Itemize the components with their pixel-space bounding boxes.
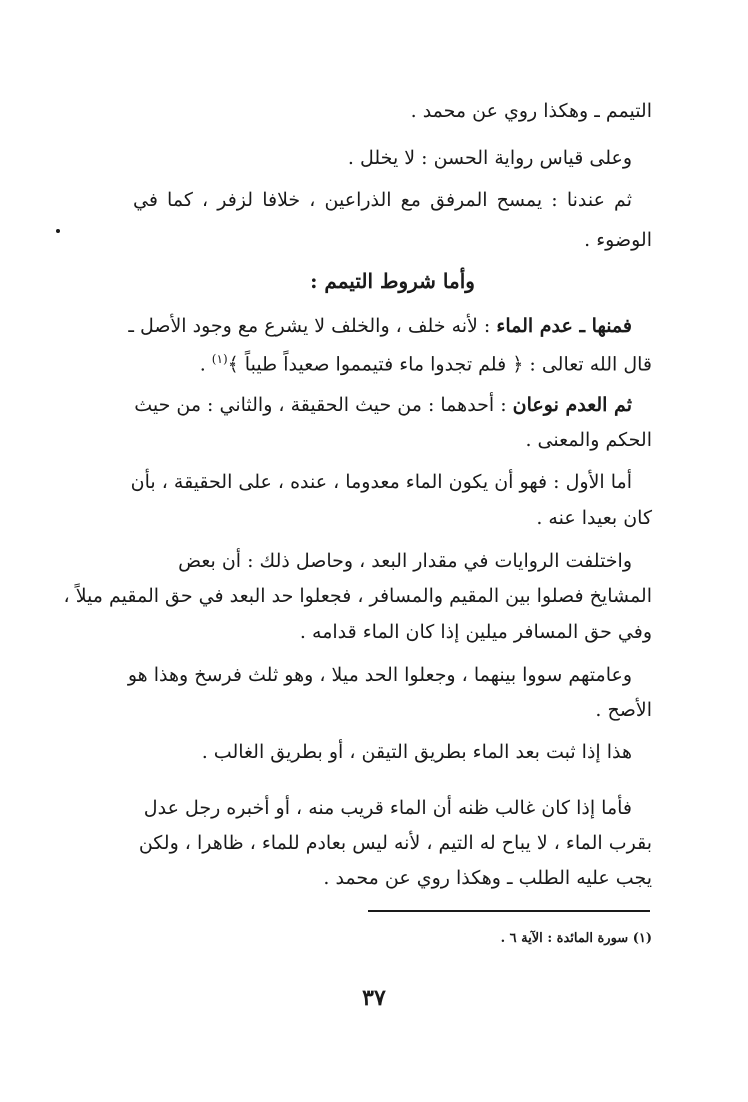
text-line-12: واختلفت الروايات في مقدار البعد ، وحاصل ذلك : أن بعض [178, 550, 632, 572]
text-line-11: كان بعيدا عنه . [536, 507, 652, 529]
margin-mark [56, 229, 60, 233]
term-adam-al-maa: فمنها ـ عدم الماء [496, 315, 632, 337]
text-line-8: ثم العدم نوعان : أحدهما : من حيث الحقيقة ، والثاني : من حيث [134, 394, 632, 416]
text-line-7: قال الله تعالى : ﴿ فلم تجدوا ماء فتيمموا صعيداً طيباً ﴾$^{(١)}$ . [199, 352, 652, 376]
text-line-14: وفي حق المسافر ميلين إذا كان الماء قدامه . [299, 621, 652, 643]
term-al-adam-nawan: ثم العدم نوعان [512, 394, 632, 416]
text-line-20: يجب عليه الطلب ـ وهكذا روي عن محمد . [323, 867, 652, 889]
text-line-13: المشايخ فصلوا بين المقيم والمسافر ، فجعلوا حد البعد في حق المقيم ميلاً ، [63, 585, 652, 607]
footnote-ref: (١) [211, 352, 228, 366]
text-line-15: وعامتهم سووا بينهما ، وجعلوا الحد ميلا ، وهو ثلث فرسخ وهذا هو [127, 664, 632, 686]
text-line-3: ثم عندنا : يمسح المرفق مع الذراعين ، خلافا لزفر ، كما في [133, 189, 632, 211]
footnote: (١) سورة المائدة : الآية ٦ . [500, 931, 652, 946]
text-line-1: التيمم ـ وهكذا روي عن محمد . [410, 100, 652, 122]
text-line-10: أما الأول : فهو أن يكون الماء معدوما ، عنده ، على الحقيقة ، بأن [130, 471, 632, 493]
page-number: ٣٧ [362, 985, 386, 1011]
text-line-16: الأصح . [595, 699, 652, 721]
text-line-4: الوضوء . [584, 229, 652, 251]
text-line-6: فمنها ـ عدم الماء : لأنه خلف ، والخلف لا يشرع مع وجود الأصل ـ [128, 315, 632, 337]
text-line-19: بقرب الماء ، لا يباح له التيم ، لأنه ليس بعادم للماء ، ظاهرا ، ولكن [138, 832, 652, 854]
text-line-2: وعلى قياس رواية الحسن : لا يخلل . [347, 147, 632, 169]
section-heading: وأما شروط التيمم : [310, 269, 475, 293]
text-line-17: هذا إذا ثبت بعد الماء بطريق التيقن ، أو بطريق الغالب . [201, 741, 632, 763]
text-line-18: فأما إذا كان غالب ظنه أن الماء قريب منه ، أو أخبره رجل عدل [143, 797, 632, 819]
footnote-divider [368, 910, 650, 912]
text-line-9: الحكم والمعنى . [525, 429, 652, 451]
